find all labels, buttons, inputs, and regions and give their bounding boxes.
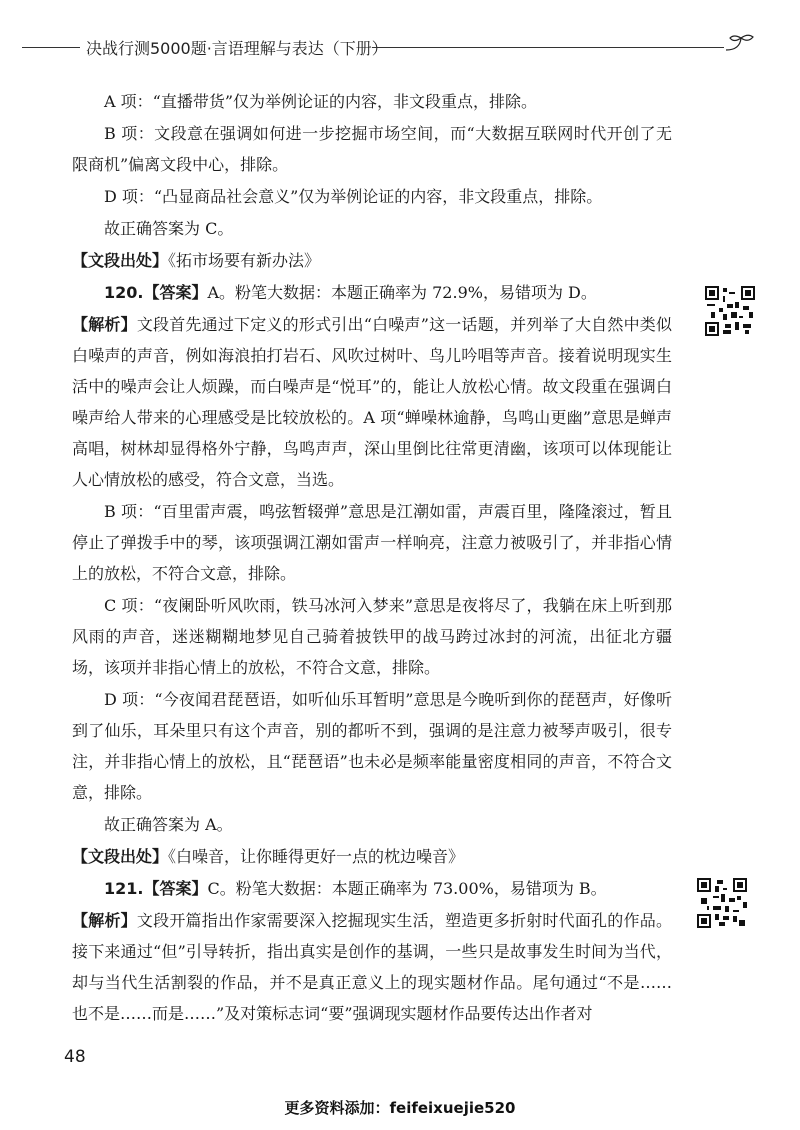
paragraph: C 项：“夜阑卧听风吹雨，铁马冰河入梦来”意思是夜将尽了，我躺在床上听到那风雨的声音，迷迷糊糊地梦见自己骑着披铁甲的战马跨过冰封的河流，出征北方疆场，该项并非指心情上的放松，不符合文意，排除。 <box>72 596 672 677</box>
leaf-sprout-icon <box>724 32 758 62</box>
page-number: 48 <box>64 1047 86 1067</box>
source-paragraph: 【文段出处】《白噪音，让你睡得更好一点的枕边噪音》 <box>72 847 465 866</box>
paragraph: A 项：“直播带货”仅为举例论证的内容，非文段重点，排除。 <box>104 92 538 111</box>
answer-paragraph: 121.【答案】C。粉笔大数据：本题正确率为 73.00%，易错项为 B。 <box>104 879 607 898</box>
header-rule-right <box>372 47 724 48</box>
analysis-paragraph: 【解析】文段开篇指出作家需要深入挖掘现实生活，塑造更多折射时代面孔的作品。接下来通过“但”引导转折，指出真实是创作的基调，一些只是故事发生时间为当代，却与当代生活割裂的作品，并不是真正意义上的现实题材作品。尾句通过“不是……也不是……而是……”及对策标志词“要”强调现实题材作品要传达出作者对 <box>72 911 672 1023</box>
analysis-paragraph: 【解析】文段首先通过下定义的形式引出“白噪声”这一话题，并列举了大自然中类似白噪声的声音，例如海浪拍打岩石、风吹过树叶、鸟儿吟唱等声音。接着说明现实生活中的噪声会让人烦躁，而白噪声是“悦耳”的，能让人放松心情。故文段重在强调白噪声给人带来的心理感受是比较放松的。A 项“蝉噪林逾静，鸟鸣山更幽”意思是蝉声高唱，树林却显得格外宁静，鸟鸣声声，深山里倒比往常更清幽，该项可以体现能让人心情放松的感受，符合文意，当选。 <box>72 315 672 489</box>
page-body <box>72 86 672 1030</box>
answer-tag: 120.【答案】 <box>104 283 208 302</box>
paragraph: D 项：“凸显商品社会意义”仅为举例论证的内容，非文段重点，排除。 <box>104 187 603 206</box>
source-tag: 【文段出处】 <box>72 847 169 866</box>
analysis-tag: 【解析】 <box>72 315 137 334</box>
page-header <box>0 30 800 70</box>
running-title: 决战行测5000题·言语理解与表达（下册） <box>86 39 388 58</box>
paragraph: B 项：文段意在强调如何进一步挖掘市场空间，而“大数据互联网时代开创了无限商机”偏离文段中心，排除。 <box>72 124 672 174</box>
source-tag: 【文段出处】 <box>72 251 169 270</box>
qr-code-icon[interactable] <box>697 878 747 928</box>
header-rule-left <box>22 47 80 48</box>
paragraph: D 项：“今夜闻君琵琶语，如听仙乐耳暂明”意思是今晚听到你的琵琶声，好像听到了仙乐，耳朵里只有这个声音，别的都听不到，强调的是注意力被琴声吸引，很专注，并非指心情上的放松，且“琵琶语”也未必是频率能量密度相同的声音，不符合文意，排除。 <box>72 690 672 802</box>
qr-code-icon[interactable] <box>705 286 755 336</box>
paragraph: 故正确答案为 C。 <box>104 219 234 238</box>
paragraph: 故正确答案为 A。 <box>104 815 233 834</box>
paragraph: B 项：“百里雷声震，鸣弦暂辍弹”意思是江潮如雷，声震百里，隆隆滚过，暂且停止了弹拨手中的琴，该项强调江潮如雷声一样响亮，注意力被吸引了，并非指心情上的放松，不符合文意，排除。 <box>72 502 672 583</box>
analysis-tag: 【解析】 <box>72 911 137 930</box>
source-paragraph: 【文段出处】《拓市场要有新办法》 <box>72 251 321 270</box>
answer-tag: 121.【答案】 <box>104 879 208 898</box>
answer-paragraph: 120.【答案】A。粉笔大数据：本题正确率为 72.9%，易错项为 D。 <box>104 283 597 302</box>
footer-note: 更多资料添加：feifeixuejie520 <box>284 1099 516 1117</box>
